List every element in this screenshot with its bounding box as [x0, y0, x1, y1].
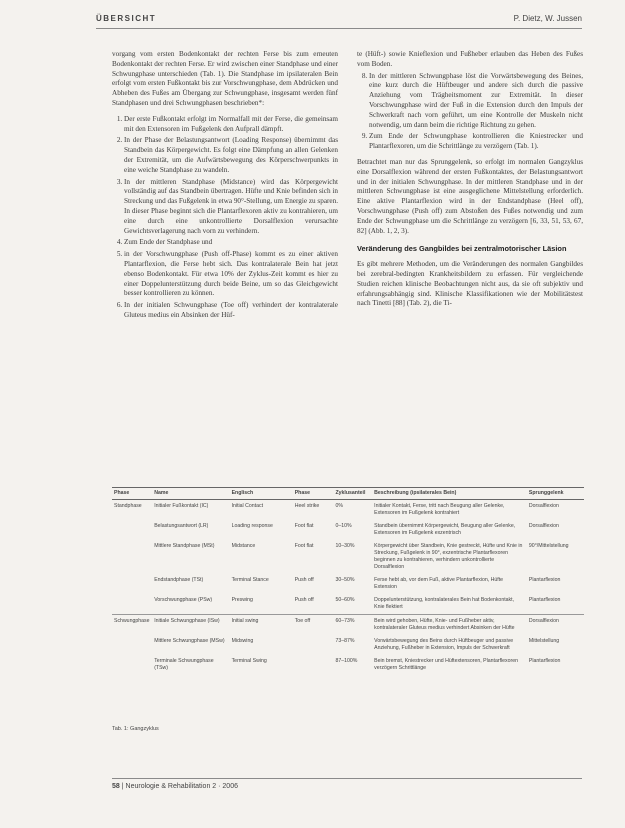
- table-cell: Belastungsantwort (LR): [154, 523, 209, 529]
- table-header-row: [112, 488, 584, 500]
- table-cell: 0–10%: [335, 523, 352, 529]
- table-cell: Initial Contact: [231, 503, 264, 509]
- list-item: 4. Zum Ende der Standphase und: [124, 238, 338, 248]
- running-authors: P. Dietz, W. Jussen: [513, 14, 582, 23]
- header-cell: Name: [152, 488, 229, 500]
- table-cell: Push off: [294, 597, 314, 603]
- table-row: [112, 594, 584, 615]
- table-cell: Mittelstellung: [528, 638, 560, 644]
- header-cell: Phase: [293, 488, 334, 500]
- table-cell: [293, 635, 334, 655]
- journal-name: Neurologie & Rehabilitation 2 · 2006: [125, 783, 238, 790]
- list-item: 9. Zum Ende der Schwungphase kontrollieren die Kniestrecker und Plantarflexoren, um die Schrittlänge zu verzögern (Tab. 1).: [369, 132, 583, 152]
- table-row: [112, 655, 584, 675]
- table-cell: 30–50%: [335, 577, 355, 583]
- table-cell: Ferse hebt ab, vor dem Fuß, aktive Plantarflexion, Hüfte Extension: [374, 577, 504, 590]
- table-cell: [112, 594, 152, 615]
- left-column: [112, 50, 338, 327]
- table-cell: Mittlere Standphase (MSt): [154, 543, 215, 549]
- table-cell: Standbein übernimmt Körpergewicht, Beugung aller Gelenke, Extensoren im Fußgelenk exzentrisch: [374, 523, 516, 536]
- header-cell: Englisch: [230, 488, 293, 500]
- table-cell: Foot flat: [294, 523, 314, 529]
- table-cell: Mittlere Schwungphase (MSw): [154, 638, 225, 644]
- table-cell: 60–73%: [333, 615, 372, 636]
- table-cell: Foot flat: [294, 543, 314, 549]
- header-cell: Beschreibung (ipsilaterales Bein): [372, 488, 527, 500]
- list-item: te (Hüft-) sowie Knieflexion und Fußheber erlauben das Heben des Fußes vom Boden.: [357, 50, 583, 68]
- table-cell: Push off: [294, 577, 314, 583]
- table-cell: Initial swing: [230, 615, 293, 636]
- table-cell: Midstance: [231, 543, 256, 549]
- list-item: 8. In der mittleren Schwungphase löst die Vorwärtsbewegung des Beines, eine kurz durch die Hüftbeuger und andere sich durch die passive Anziehung vom Trägheitsmoment zur Extremität. In dieser Vorschwungphase wird der Fuß in die Extension durch den Impuls der Schwerkraft nach vorn geführt, um eine Kontrolle der Muskeln nicht notwendig, um dann beim die richtige Richtung zu gehen.: [369, 72, 583, 131]
- table-cell: Dorsalflexion: [528, 503, 559, 509]
- table-cell: Körpergewicht über Standbein, Knie gestreckt, Hüfte und Knie in Streckung, Fußgelenk in 90°, exzentrische Plantarflexoren beginnen zu kontrahieren, verhindern unkontrollierte Dorsalflexion: [374, 543, 523, 570]
- table-cell: Vorschwungphase (PSw): [154, 597, 213, 603]
- gait-cycle-table: [112, 487, 584, 675]
- table-cell: 10–30%: [335, 543, 355, 549]
- table-cell: Loading response: [231, 523, 273, 529]
- table-cell: Dorsalflexion: [528, 523, 559, 529]
- table-cell: Dorsalflexion: [527, 615, 584, 636]
- table-cell: Doppelunterstützung, kontralaterales Bein hat Bodenkontakt, Knie flektiert: [374, 597, 515, 610]
- body-paragraph: Betrachtet man nur das Sprunggelenk, so erfolgt im normalen Gangzyklus eine Dorsalflexion während der ersten Fußkontaktes, der Belastungsantwort und in der initialen Schwungphase. In der mittleren Standphase und in der mittleren Schwungphase ist eine ausgeglichene Mittelstellung erforderlich. Eine aktive Plantarflexion wird in der Endstandphase (Heel off), Vorschwungphase (Push off) zum Abstoßen des Fußes notwendig und zum Ende der Schwungphase um die Schrittlänge zu verzögern [6, 33, 51, 53, 67, 82] (Abb. 1, 2, 3).: [357, 157, 583, 235]
- table-cell: Terminal Swing: [231, 658, 267, 664]
- table-cell: Terminale Schwungphase (TSw): [154, 658, 214, 671]
- table-cell: [293, 655, 334, 675]
- table-cell: Bein bremst, Kniestrecker und Hüftextensoren, Plantarflexoren verzögern Schrittlänge: [374, 658, 519, 671]
- table-cell: 87–100%: [335, 658, 358, 664]
- page-header: [96, 14, 582, 29]
- list-item: 5. in der Vorschwungphase (Push off-Phase) kommt es zu einer aktiven Plantarflexion, die Ferse hebt sich. Das kontralaterale Bein hat jetzt ebenso Bodenkontakt. Für etwa 10% der Zyklus-Zeit kommt es hier zu einer Doppelunterstützung durch beide Beine, um so das Gleichgewicht besser kontrollieren zu können.: [124, 250, 338, 299]
- right-column: [357, 50, 583, 315]
- table-cell: [112, 635, 152, 655]
- table-cell: 73–87%: [335, 638, 355, 644]
- table-cell: [112, 520, 152, 540]
- table-cell: Endstandphase (TSt): [154, 577, 204, 583]
- table-cell: Initialer Fußkontakt (IC): [154, 503, 209, 509]
- table-cell: Initialer Kontakt, Ferse, tritt nach Beugung aller Gelenke, Extensoren im Fußgelenk kontrahiert: [374, 503, 505, 516]
- table-cell: 90°/Mittelstellung: [528, 543, 569, 549]
- table-cell: Midswing: [231, 638, 254, 644]
- section-label: ÜBERSICHT: [96, 14, 157, 23]
- list-item: 1. Der erste Fußkontakt erfolgt im Normalfall mit der Ferse, die gemeinsam mit den Extensoren im Fußgelenk den Aufprall dämpft.: [124, 115, 338, 135]
- table-cell: Heel strike: [294, 503, 320, 509]
- table-cell: [112, 655, 152, 675]
- phase-list-continued: [357, 50, 583, 152]
- table-cell: [112, 574, 152, 594]
- table-row: [112, 500, 584, 521]
- page-footer: 58 | Neurologie & Rehabilitation 2 · 2006: [112, 778, 582, 790]
- table-row: [112, 520, 584, 540]
- header-cell: Zyklusanteil: [333, 488, 372, 500]
- table-cell: Vorwärtsbewegung des Beins durch Hüftbeuger und passive Anziehung, Fußheber in Extension, Impuls der Schwerkraft: [374, 638, 514, 651]
- table-cell: 50–60%: [335, 597, 355, 603]
- table-cell: 0%: [335, 503, 343, 509]
- intro-paragraph: vorgang vom ersten Bodenkontakt der rechten Ferse bis zum erneuten Bodenkontakt der rechten Ferse. Er wird zwischen einer Standphase und einer Schwungphase unterschieden (Tab. 1). Die Standphase im ipsilateralen Bein erfolgt vom ersten Fußkontakt bis zur Vorschwungphase, dem Abdrücken und Abheben des Fußes am Übergang zur Schwungphase, insgesamt werden fünf Standphasen und drei Schwungphasen beschrieben*:: [112, 50, 338, 107]
- section-heading: Veränderung des Gangbildes bei zentralmotorischer Läsion: [357, 244, 567, 254]
- table-caption: Tab. 1: Gangzyklus: [112, 726, 159, 732]
- table-cell: Initiale Schwungphase (ISw): [152, 615, 229, 636]
- table-cell: Preswing: [231, 597, 253, 603]
- table-cell: Terminal Stance: [231, 577, 269, 583]
- table-cell: Plantarflexion: [528, 658, 561, 664]
- table-cell: Plantarflexion: [528, 577, 561, 583]
- table-cell: Plantarflexion: [528, 597, 561, 603]
- table-row: [112, 574, 584, 594]
- header-cell: Phase: [112, 488, 152, 500]
- table-row: [112, 635, 584, 655]
- header-cell: Sprunggelenk: [527, 488, 584, 500]
- body-paragraph: Es gibt mehrere Methoden, um die Veränderungen des normalen Gangbildes bei zerebral-bedingten Krankheitsbildern zu erfassen. Für vergleichende Studien reichen klinische Beobachtungen nicht aus, da sie oft subjektiv und erfahrungsabhängig sind. Klinische Klassifikationen wie der Mobilitätstest nach Tinetti [88] (Tab. 2), die Ti-: [357, 260, 583, 308]
- list-item: 2. In der Phase der Belastungsantwort (Loading Response) übernimmt das Standbein das Körpergewicht. Es folgt eine Dämpfung an allen Gelenken der Extremität, um die Aufwärtsbewegung des Körperschwerpunkts in eine weiche Standphase zu wandeln.: [124, 136, 338, 175]
- list-item: 6. In der initialen Schwungphase (Toe off) verhindert der kontralaterale Gluteus medius ein Absinken der Hüf-: [124, 301, 338, 321]
- table-cell: Toe off: [293, 615, 334, 636]
- page-number: 58: [112, 783, 120, 790]
- phase-list: [112, 115, 338, 321]
- table-cell: Schwungphase: [112, 615, 152, 636]
- list-item: 3. In der mittleren Standphase (Midstance) wird das Körpergewicht vollständig auf das Standbein übertragen. Hüfte und Knie befinden sich in Streckung und das Fußgelenk in etwa 90°-Stellung, um Energie zu sparen. In dieser Phase beginnt sich die Plantarflexoren aktiv zu kontrahieren, um eine durch eine unkontrollierte Dorsalflexion verursachte Gewichtsverlagerung nach vorn zu verhindern.: [124, 178, 338, 237]
- table-row: [112, 615, 584, 636]
- table-cell: Bein wird gehoben, Hüfte, Knie- und Fußheber aktiv, kontralateraler Gluteus medius verhindert Absinken der Hüfte: [372, 615, 527, 636]
- table-row: [112, 540, 584, 574]
- table-cell: [112, 540, 152, 574]
- table-cell: Standphase: [114, 503, 142, 509]
